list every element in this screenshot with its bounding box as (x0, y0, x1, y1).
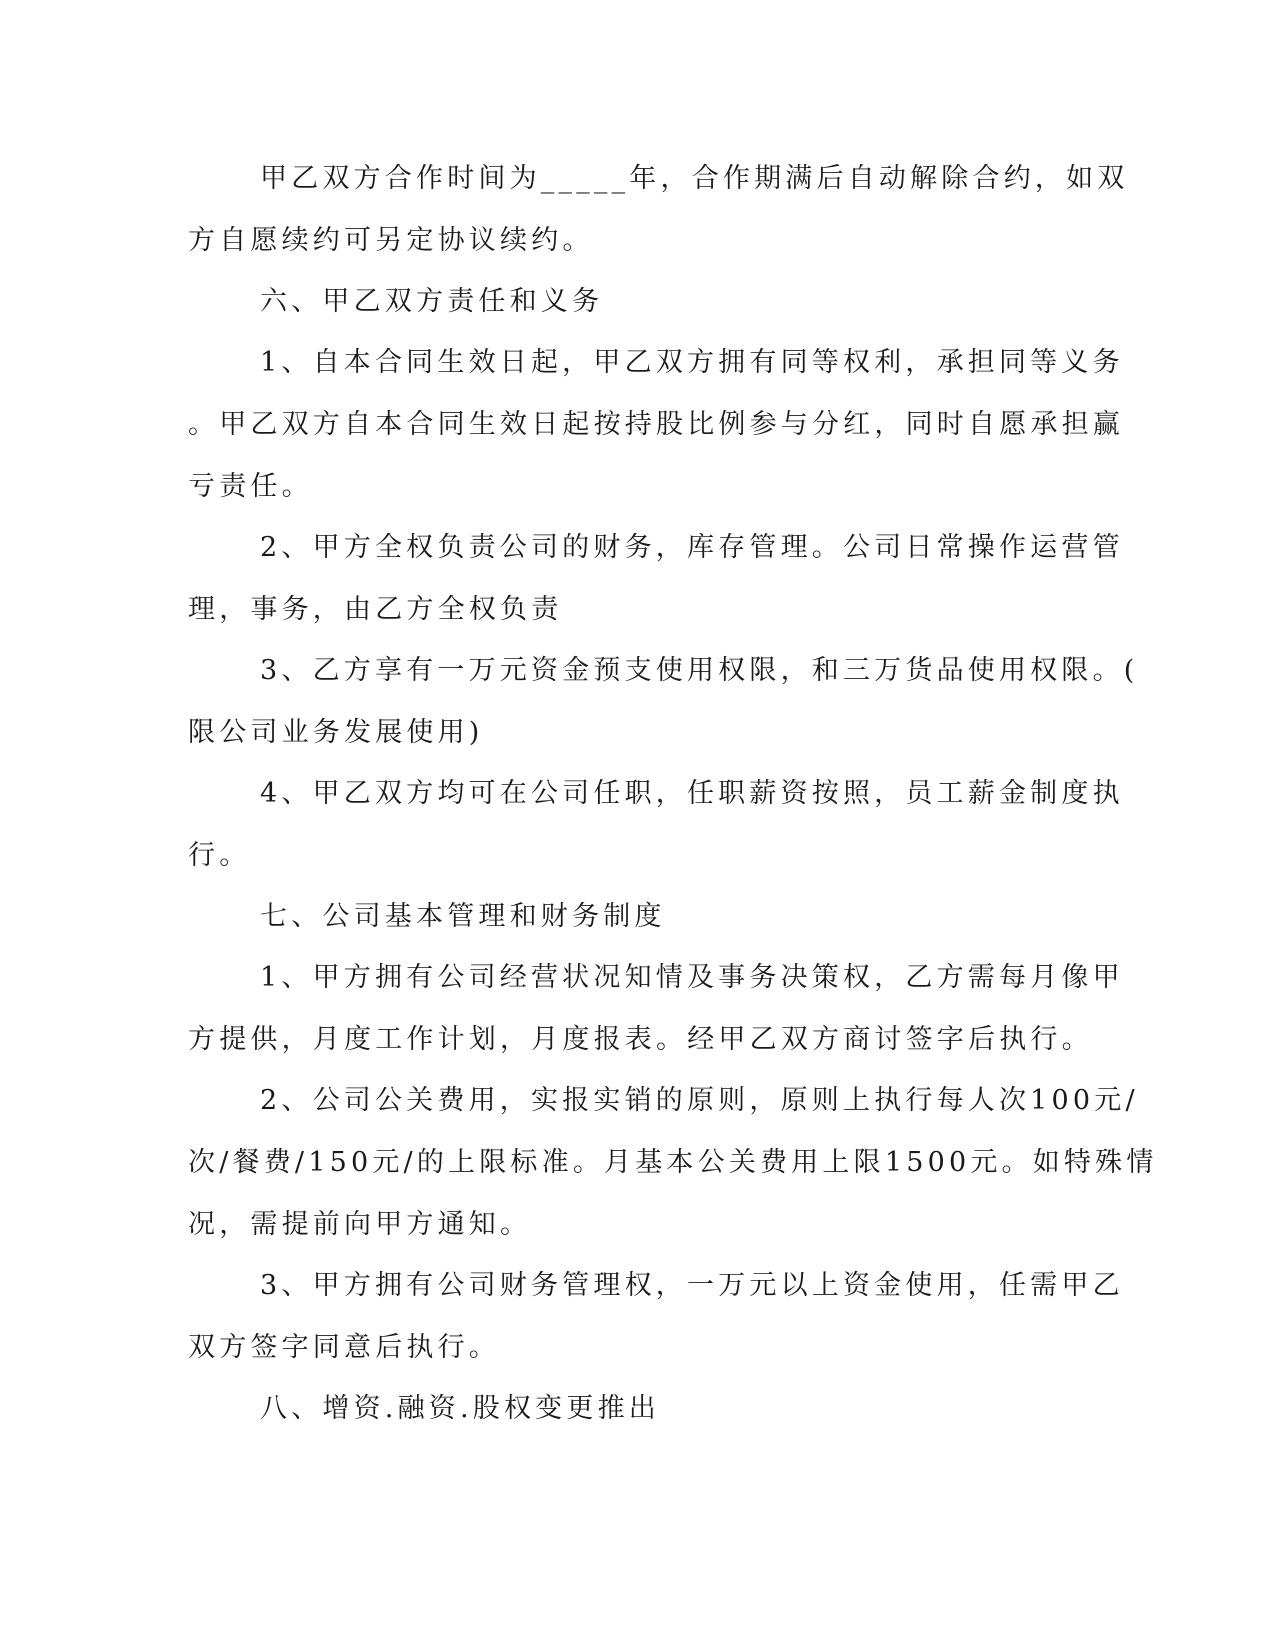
section-heading: 七、公司基本管理和财务制度 (260, 901, 666, 932)
paragraph-seven-item-2 (188, 1082, 1158, 1244)
paragraph-six-item-3 (188, 652, 1139, 752)
paragraph-six-item-4 (188, 775, 1124, 875)
section-heading: 六、甲乙双方责任和义务 (260, 286, 604, 317)
text-line: 3、甲方拥有公司财务管理权，一万元以上资金使用，任需甲乙 (260, 1270, 1124, 1301)
text-line: 1、自本合同生效日起，甲乙双方拥有同等权利，承担同等义务 (260, 347, 1124, 378)
text-line: 。甲乙双方自本合同生效日起按持股比例参与分红，同时自愿承担赢 (188, 409, 1124, 440)
text-line: 2、公司公关费用，实报实销的原则，原则上执行每人次100元/ (260, 1085, 1139, 1116)
paragraph-cooperation-term (188, 160, 1129, 260)
section-heading: 八、增资.融资.股权变更推出 (260, 1393, 660, 1424)
text-line: 2、甲方全权负责公司的财务，库存管理。公司日常操作运营管 (260, 532, 1124, 563)
paragraph-seven-item-3 (188, 1267, 1124, 1367)
text-line: 1、甲方拥有公司经营状况知情及事务决策权，乙方需每月像甲 (260, 962, 1124, 993)
text-line: 4、甲乙双方均可在公司任职，任职薪资按照，员工薪金制度执 (260, 778, 1124, 809)
text-line: 行。 (188, 840, 251, 871)
text-line: 3、乙方享有一万元资金预支使用权限，和三万货品使用权限。( (260, 655, 1139, 686)
text-line: 况，需提前向甲方通知。 (188, 1209, 532, 1240)
text-line: 双方签字同意后执行。 (188, 1332, 500, 1363)
paragraph-seven-item-1 (188, 959, 1124, 1059)
paragraph-six-item-1 (188, 344, 1124, 506)
document-body (188, 160, 1158, 1428)
paragraph-six-item-2 (188, 529, 1124, 629)
text-line: 方自愿续约可另定协议续约。 (188, 225, 594, 256)
section-heading-seven (188, 898, 1068, 936)
text-line: 方提供，月度工作计划，月度报表。经甲乙双方商讨签字后执行。 (188, 1024, 1093, 1055)
text-line: 限公司业务发展使用) (188, 717, 484, 748)
section-heading-eight (188, 1390, 1068, 1428)
text-line: 理，事务，由乙方全权负责 (188, 594, 563, 625)
text-line: 次/餐费/150元/的上限标准。月基本公关费用上限1500元。如特殊情 (188, 1147, 1158, 1178)
text-line: 甲乙双方合作时间为_____年，合作期满后自动解除合约，如双 (260, 163, 1129, 194)
text-line: 亏责任。 (188, 471, 313, 502)
section-heading-six (188, 283, 1068, 321)
